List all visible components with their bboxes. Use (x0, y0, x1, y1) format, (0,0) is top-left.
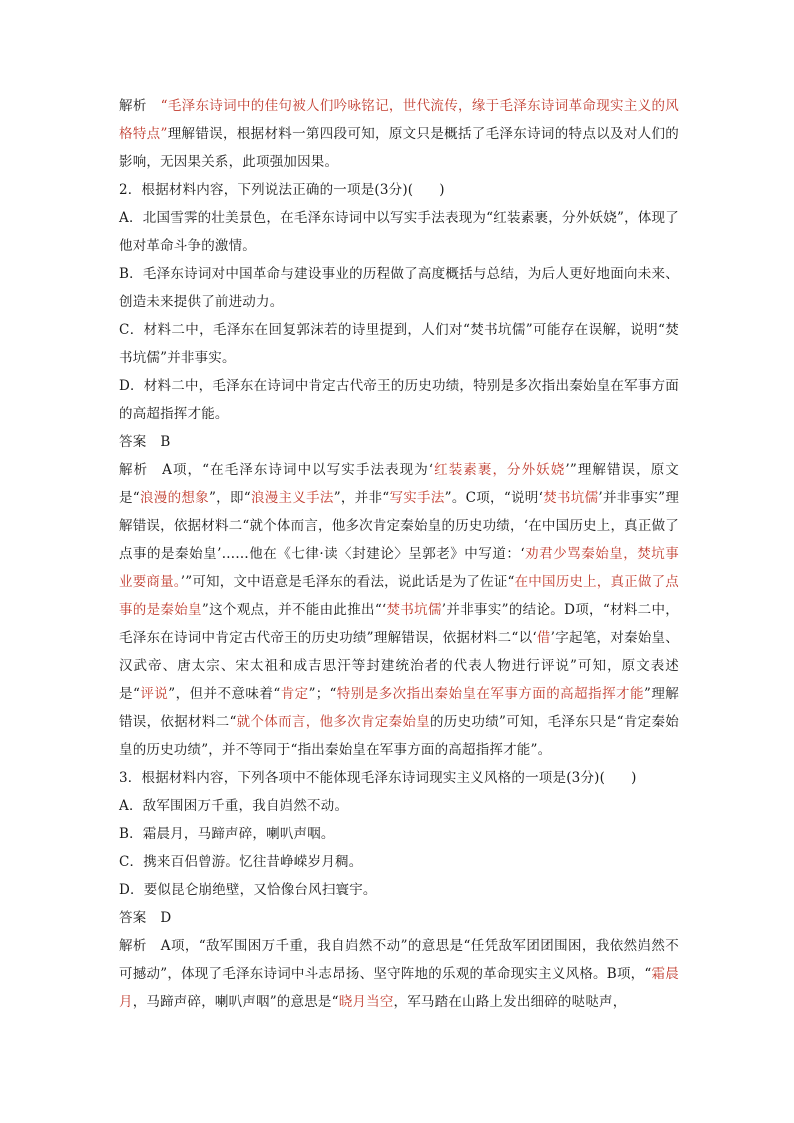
question-2-stem: 2．根据材料内容，下列说法正确的一项是(3分)( ) (119, 182, 445, 198)
analysis-label: 解析 (119, 462, 149, 478)
analysis-label: 解析 (119, 938, 147, 954)
analysis-label: 解析 (119, 98, 147, 114)
analysis-text: 理解错误，根据材料一第四段可知，原文只是概括了毛泽东诗词的特点以及对人们的影响，无因果关系，此项强加因果。 (119, 126, 680, 170)
analysis-paragraph-2: 解析 A项，“在毛泽东诗词中以写实手法表现为‘红装素裹，分外妖娆’”理解错误，原文是“浪漫的想象”，即“浪漫主义手法”，并非“写实手法”。C项，“说明‘焚书坑儒’并非事实”理解错误，依据材料二“就个体而言，他多次肯定秦始皇的历史功绩，‘在中国历史上，真正做了点事的是秦始皇’……他在《七律·读〈封建论〉呈郭老》中写道：‘劝君少骂秦始皇，焚坑事业要商量。’”可知，文中语意是毛泽东的看法，说此话是为了佐证“在中国历史上，真正做了点事的是秦始皇”这个观点，并不能由此推出“‘焚书坑儒’并非事实”的结论。D项，“材料二中，毛泽东在诗词中肯定古代帝王的历史功绩”理解错误，依据材料二“以‘借’字起笔，对秦始皇、汉武帝、唐太宗、宋太祖和成吉思汗等封建统治者的代表人物进行评说”可知，原文表述是“评说”，但并不意味着“肯定”；“特别是多次指出秦始皇在军事方面的高超指挥才能”理解错误，依据材料二“就个体而言，他多次肯定秦始皇的历史功绩”可知，毛泽东只是“肯定秦始皇的历史功绩”，并不等同于“指出秦始皇在军事方面的高超指挥才能”。 (119, 462, 680, 758)
analysis-paragraph-3: 解析 A项，“敌军围困万千重，我自岿然不动”的意思是“任凭敌军团团围困，我依然岿然不可撼动”，体现了毛泽东诗词中斗志昂扬、坚守阵地的乐观的革命现实主义风格。B项，“霜晨月，马蹄声碎，喇叭声咽”的意思是“晓月当空，军马踏在山路上发出细碎的哒哒声， (119, 938, 679, 1010)
answer-value: D (160, 910, 172, 926)
question-3-answer (119, 904, 679, 932)
answer-label: 答案 (119, 910, 147, 926)
question-2-option-c: C．材料二中，毛泽东在回复郭沫若的诗里提到，人们对“焚书坑儒”可能存在误解，说明“焚书坑儒”并非事实。 (119, 322, 679, 366)
document-page (119, 92, 679, 1016)
question-3-option-d: D．要似昆仑崩绝壁，又恰像台风扫寰宇。 (119, 882, 377, 898)
answer-label: 答案 (119, 434, 147, 450)
question-2-answer (119, 428, 679, 456)
question-3-option-a: A．敌军围困万千重，我自岿然不动。 (119, 798, 349, 814)
question-3-option-b: B．霜晨月，马蹄声碎，喇叭声咽。 (119, 826, 335, 842)
analysis-paragraph-1 (119, 92, 679, 176)
quoted-text: “毛泽东诗词中的佳句被人们吟咏铭记，世代流传，缘于毛泽东诗词革命现实主义的风格特点” (119, 98, 679, 142)
question-3-option-c: C．携来百侣曾游。忆往昔峥嵘岁月稠。 (119, 854, 363, 870)
question-2-option-d: D．材料二中，毛泽东在诗词中肯定古代帝王的历史功绩，特别是多次指出秦始皇在军事方面的高超指挥才能。 (119, 378, 679, 422)
question-2-option-b: B．毛泽东诗词对中国革命与建设事业的历程做了高度概括与总结，为后人更好地面向未来、创造未来提供了前进动力。 (119, 266, 679, 310)
question-3-stem: 3．根据材料内容，下列各项中不能体现毛泽东诗词现实主义风格的一项是(3分)( ) (119, 770, 637, 786)
answer-value: B (160, 434, 171, 450)
question-2-option-a: A．北国雪霁的壮美景色，在毛泽东诗词中以写实手法表现为“红装素裹，分外妖娆”，体现了他对革命斗争的激情。 (119, 210, 679, 254)
